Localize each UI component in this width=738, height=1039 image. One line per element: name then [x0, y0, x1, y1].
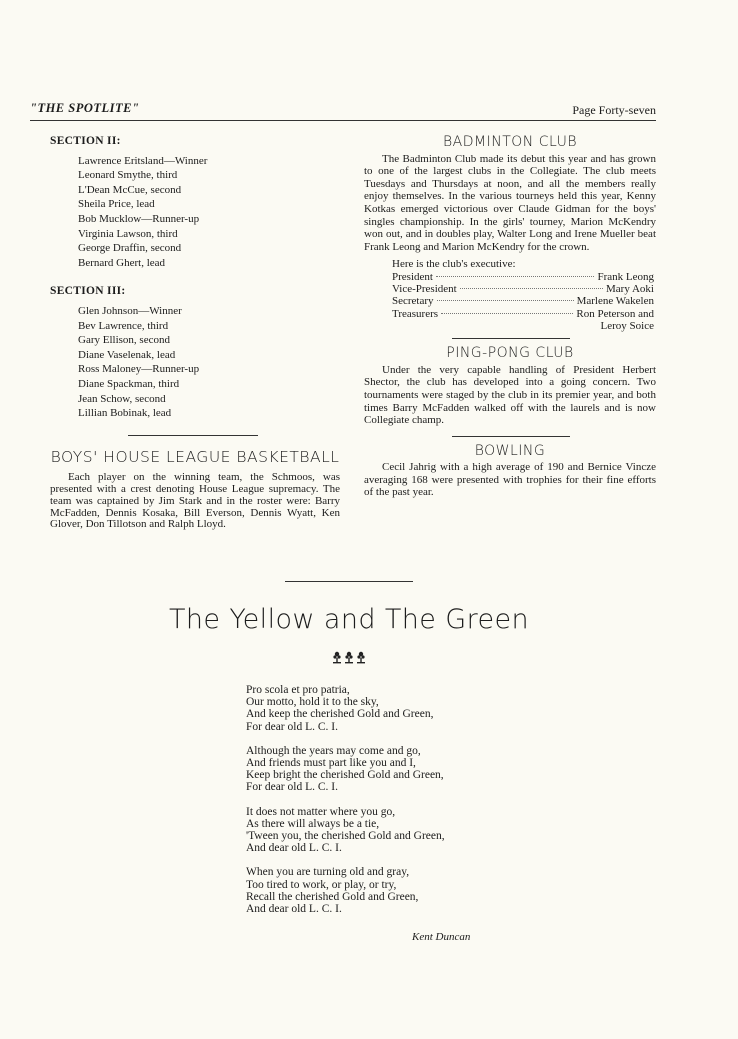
executive-row [392, 283, 654, 295]
lyric-line: As there will always be a tie, [246, 817, 380, 830]
section-divider [128, 435, 258, 436]
section-iii-heading: SECTION III: [50, 285, 126, 298]
executive-name: Frank Leong [597, 270, 654, 283]
stanza [246, 866, 445, 915]
executive-role: Secretary [392, 295, 434, 308]
stanza [246, 745, 445, 794]
left-column [50, 134, 340, 531]
list-item: Diane Spackman, third [78, 377, 180, 390]
pingpong-text: Under the very capable handling of President Herbert Shector, the club has developed into a going concern. Two tournaments were staged by the club in its premier year, and both times Barry McFadden walked off with the laurels and is now Collegiate champ. [364, 363, 656, 427]
executive-name: Mary Aoki [606, 282, 654, 295]
executive-name-continued: Leroy Soice [600, 319, 654, 332]
list-item: L'Dean McCue, second [78, 183, 182, 196]
list-item: Leonard Smythe, third [78, 169, 178, 182]
lyric-line: For dear old L. C. I. [246, 720, 338, 733]
lyric-line: Keep bright the cherished Gold and Green, [246, 769, 444, 782]
section-divider [452, 436, 570, 437]
list-item: Sheila Price, lead [78, 198, 155, 211]
lyric-line: Although the years may come and go, [246, 744, 421, 757]
list-item: Glen Johnson—Winner [78, 304, 182, 317]
right-column [364, 134, 656, 499]
page-number: Page Forty-seven [572, 103, 656, 117]
song-title: The Yellow and The Green [168, 604, 530, 635]
lyric-line: Too tired to work, or play, or try, [246, 878, 397, 891]
song-author: Kent Duncan [412, 931, 471, 943]
dot-leader [460, 288, 603, 289]
list-item: Virginia Lawson, third [78, 227, 178, 240]
section-ii-heading: SECTION II: [50, 135, 121, 147]
fleuron-ornament-icon [331, 650, 367, 666]
list-item: George Draffin, second [78, 242, 182, 255]
executive-row [392, 308, 654, 320]
list-item: Lawrence Eritsland—Winner [78, 154, 208, 167]
list-item: Bob Mucklow—Runner-up [78, 212, 200, 225]
section-divider [452, 338, 570, 339]
dot-leader [437, 300, 574, 301]
lyric-line: Our motto, hold it to the sky, [246, 696, 379, 709]
lyric-line: And friends must part like you and I, [246, 757, 416, 770]
lyric-line: Recall the cherished Gold and Green, [246, 890, 419, 903]
stanza [246, 684, 445, 733]
lyric-line: And dear old L. C. I. [246, 903, 342, 916]
executive-role: President [392, 270, 433, 283]
section-ii-list [78, 154, 340, 271]
lyric-line: And keep the cherished Gold and Green, [246, 708, 434, 721]
executive-intro: Here is the club's executive: [392, 258, 516, 271]
lyric-line: When you are turning old and gray, [246, 866, 410, 879]
list-item: Gary Ellison, second [78, 334, 170, 347]
lyric-line: Pro scola et pro patria, [246, 684, 350, 696]
executive-name: Ron Peterson and [576, 307, 654, 320]
list-item: Jean Schow, second [78, 392, 166, 405]
section-iii-list [78, 304, 340, 421]
dot-leader [436, 276, 595, 277]
executive-role: Treasurers [392, 307, 439, 320]
basketball-heading: BOYS' HOUSE LEAGUE BASKETBALL [50, 447, 340, 466]
list-item: Ross Maloney—Runner-up [78, 363, 200, 376]
lyric-line: And dear old L. C. I. [246, 842, 342, 855]
list-item: Lillian Bobinak, lead [78, 407, 172, 420]
bowling-text: Cecil Jahrig with a high average of 190 and Bernice Vincze averaging 168 were presented with trophies for their fine efforts of the past year. [364, 461, 656, 499]
list-item: Diane Vaselenak, lead [78, 348, 176, 361]
bowling-heading: BOWLING [474, 442, 546, 459]
executive-list [392, 258, 654, 332]
lyric-line: For dear old L. C. I. [246, 781, 338, 794]
lyric-line: It does not matter where you go, [246, 805, 396, 818]
badminton-heading: BADMINTON CLUB [443, 134, 577, 150]
lyric-line: 'Tween you, the cherished Gold and Green, [246, 830, 445, 843]
song-lyrics [246, 684, 445, 927]
publication-title: "THE SPOTLITE" [30, 101, 140, 115]
list-item: Bev Lawrence, third [78, 319, 169, 332]
basketball-text: Each player on the winning team, the Schmoos, was presented with a crest denoting House League supremacy. The team was captained by Jim Stark and in the roster were: Barry McFadden, Dennis Kosaka, Bill Everson, Dennis Wyatt, Ken Glover, Don Tillotson and Ralph Lloyd. [50, 471, 340, 531]
pingpong-heading: PING-PONG CLUB [446, 345, 574, 362]
header-divider [30, 120, 656, 121]
executive-role: Vice-President [392, 282, 457, 295]
badminton-text: The Badminton Club made its debut this year and has grown to one of the largest clubs in the Collegiate. The club meets Tuesdays and Thursdays at noon, and all the members really enjoy themselves. In the various tourneys held this year, Kenny Kotkas emerged victorious over Claude Gidman for the boys' singles championship. In the girls' tourney, Marion McKendry won out, and in doubles play, Walter Long and Irene Mueller beat Frank Leong and Marion McKendry for the crown. [364, 152, 656, 253]
main-divider [285, 581, 413, 582]
executive-row [392, 271, 654, 283]
list-item: Bernard Ghert, lead [78, 256, 166, 269]
executive-row [392, 295, 654, 307]
executive-name: Marlene Wakelen [576, 295, 654, 308]
stanza [246, 806, 445, 855]
dot-leader [441, 313, 573, 314]
